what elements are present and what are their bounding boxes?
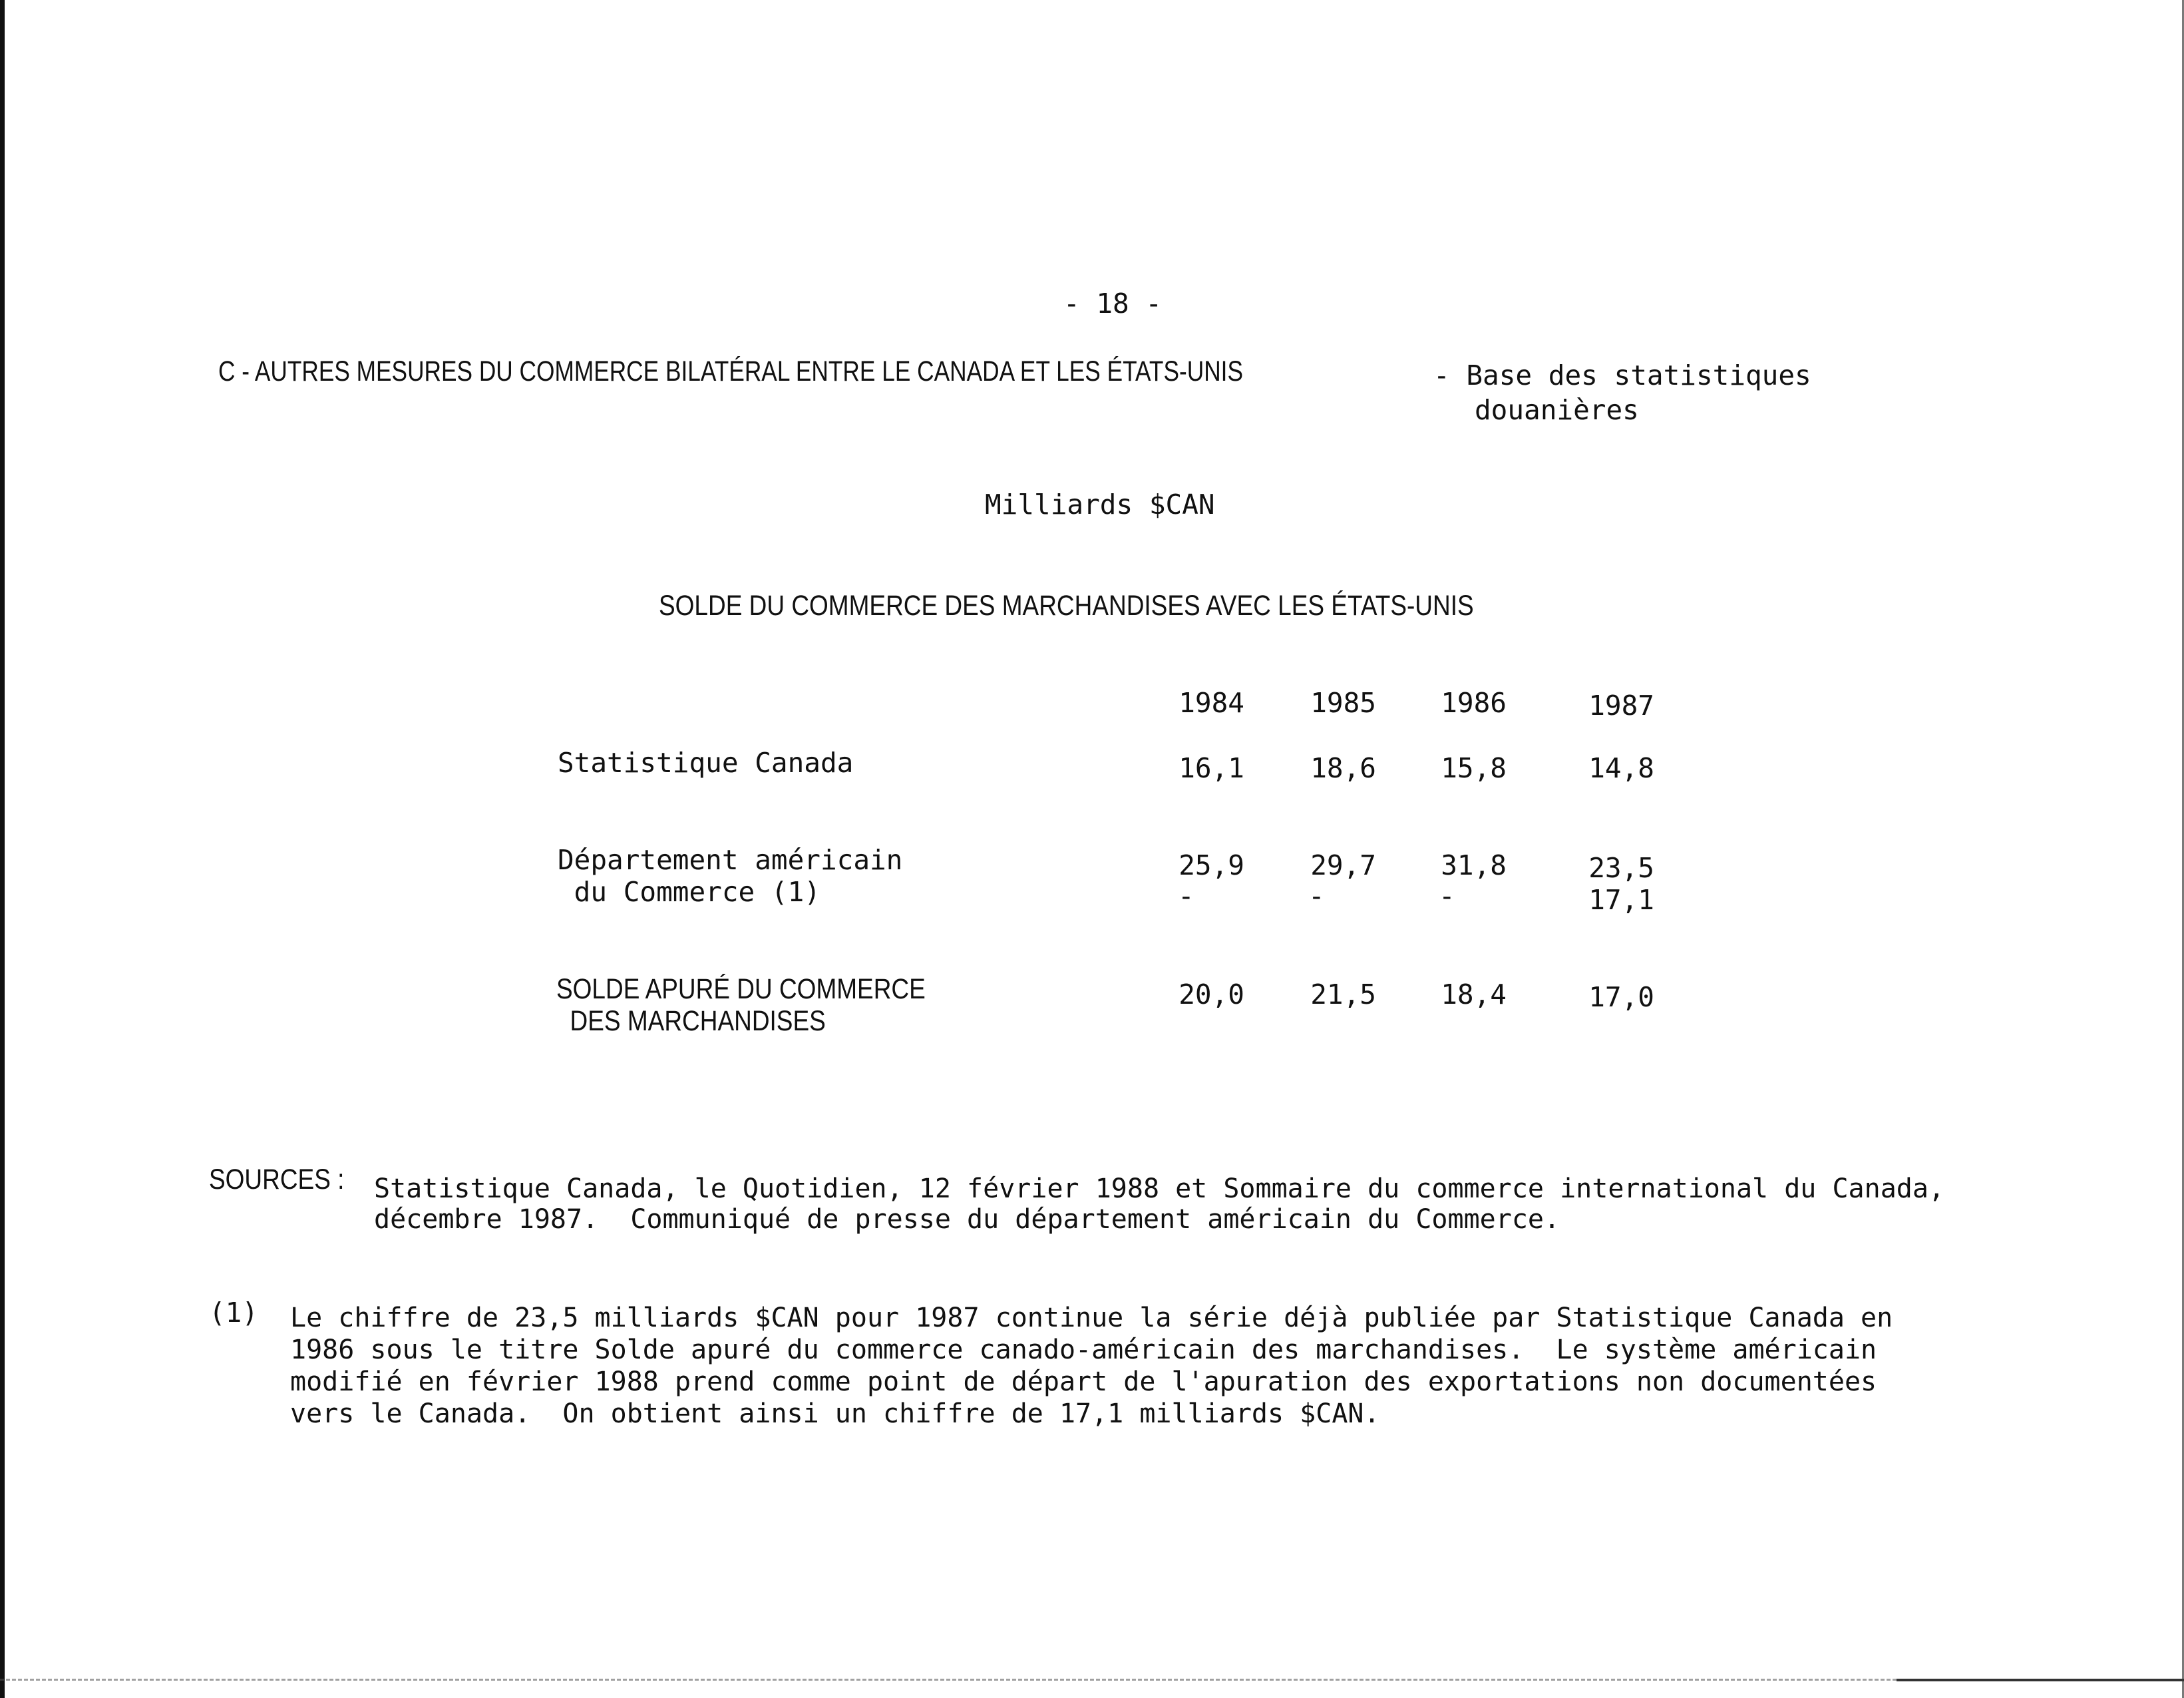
table-cell-dash: -	[1439, 880, 1455, 912]
year-header: 1984	[1179, 687, 1244, 719]
year-header: 1986	[1441, 687, 1507, 719]
table-cell: 14,8	[1588, 752, 1654, 784]
footnote-line: vers le Canada. On obtient ainsi un chiffre de 17,1 milliards $CAN.	[290, 1398, 1380, 1429]
table-cell: 20,0	[1179, 978, 1244, 1010]
section-heading-suffix-1: - Base des statistiques	[1433, 359, 1811, 391]
table-cell: 15,8	[1441, 752, 1507, 784]
scan-bottom-edge	[0, 1679, 2184, 1681]
sources-label: SOURCES :	[209, 1164, 345, 1195]
page-number: - 18 -	[1063, 288, 1163, 319]
row-label-continuation: du Commerce (1)	[558, 876, 820, 908]
table-cell: 17,1	[1588, 884, 1654, 916]
scan-bottom-edge-solid	[1897, 1679, 2184, 1681]
footnote-marker: (1)	[209, 1297, 259, 1329]
sources-text-line: Statistique Canada, le Quotidien, 12 février 1988 et Sommaire du commerce international du Canada,	[374, 1173, 1945, 1204]
footnote-line: 1986 sous le titre Solde apuré du commerce canado-américain des marchandises. Le système américain	[290, 1335, 1877, 1365]
table-cell: 25,9	[1179, 849, 1244, 881]
table-cell: 18,6	[1310, 752, 1376, 784]
table-cell: 29,7	[1310, 849, 1376, 881]
scan-left-edge	[0, 0, 5, 1698]
section-heading-suffix-2: douanières	[1475, 394, 1639, 426]
table-cell-dash: -	[1178, 880, 1194, 912]
year-header: 1985	[1310, 687, 1376, 719]
row-label: SOLDE APURÉ DU COMMERCE	[556, 973, 926, 1005]
row-label-continuation: DES MARCHANDISES	[556, 1005, 826, 1037]
row-label: Département américain	[558, 844, 903, 876]
table-cell: 16,1	[1179, 752, 1244, 784]
table-cell: 21,5	[1310, 978, 1376, 1010]
section-heading: C - AUTRES MESURES DU COMMERCE BILATÉRAL ENTRE LE CANADA ET LES ÉTATS-UNIS	[218, 355, 1243, 387]
year-header: 1987	[1588, 690, 1654, 722]
footnote-line: Le chiffre de 23,5 milliards $CAN pour 1987 continue la série déjà publiée par Statistique Canada en	[290, 1303, 1893, 1333]
table-cell-dash: -	[1308, 880, 1325, 912]
table-cell: 31,8	[1441, 849, 1507, 881]
table-cell: 18,4	[1441, 978, 1507, 1010]
footnote-line: modifié en février 1988 prend comme point de départ de l'apuration des exportations non documentées	[290, 1367, 1877, 1397]
table-cell: 17,0	[1588, 981, 1654, 1013]
row-label: Statistique Canada	[558, 747, 854, 779]
sources-text-line: décembre 1987. Communiqué de presse du département américain du Commerce.	[374, 1204, 1560, 1235]
table-cell: 23,5	[1588, 852, 1654, 884]
unit-label: Milliards $CAN	[985, 489, 1215, 521]
table-title: SOLDE DU COMMERCE DES MARCHANDISES AVEC LES ÉTATS-UNIS	[659, 590, 1474, 622]
